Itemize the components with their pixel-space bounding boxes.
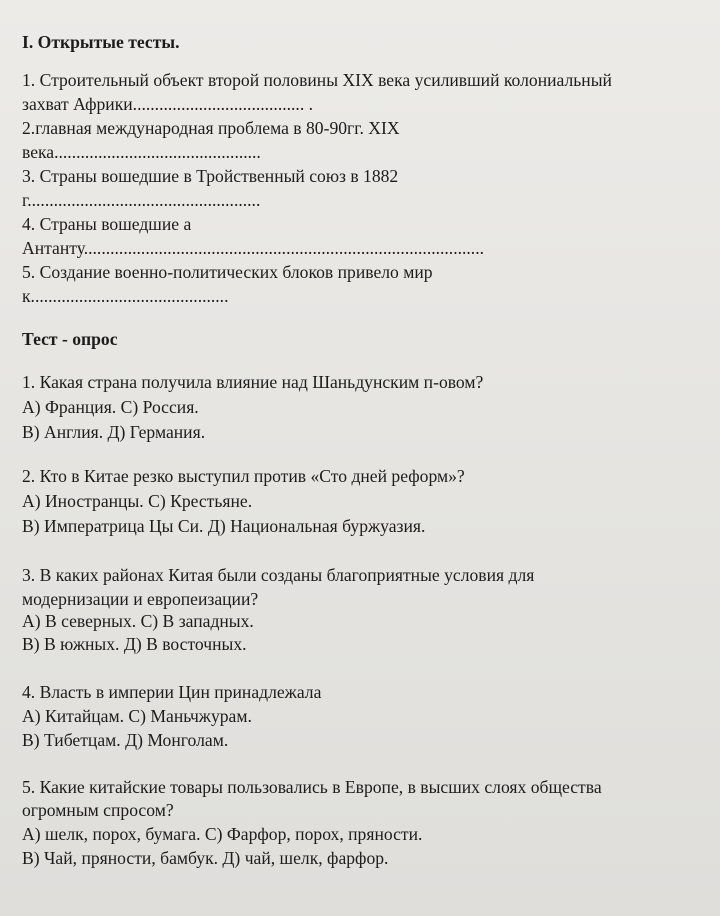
quiz-question-3: 3. В каких районах Китая были созданы благоприятные условия для [22, 565, 535, 585]
open-test-line: г..................................................... [22, 190, 261, 210]
quiz-question-1: 1. Какая страна получила влияние над Шаньдунским п-овом? [22, 372, 484, 392]
open-test-line: 5. Создание военно-политических блоков привело мир [22, 262, 433, 282]
quiz-question-3-continued: модернизации и европеизации? [22, 589, 259, 609]
quiz-option-line: А) Франция. С) Россия. [22, 397, 199, 417]
open-test-line: века............................................... [22, 142, 261, 162]
open-test-line: захват Африки....................................... . [22, 94, 314, 114]
quiz-option-line: В) Тибетцам. Д) Монголам. [22, 730, 229, 750]
quiz-option-line: А) Иностранцы. С) Крестьяне. [22, 491, 253, 511]
section-heading-quiz: Тест - опрос [22, 329, 118, 349]
open-test-line: 2.главная международная проблема в 80-90гг. XIX [22, 118, 400, 138]
quiz-option-line: В) Чай, пряности, бамбук. Д) чай, шелк, фарфор. [22, 848, 389, 868]
open-test-line: Антанту........................................................................................... [22, 238, 484, 258]
section-heading-open-tests: I. Открытые тесты. [22, 32, 180, 52]
open-test-line: 3. Страны вошедшие в Тройственный союз в 1882 [22, 166, 399, 186]
open-test-line: к............................................. [22, 286, 229, 306]
quiz-option-line: А) Китайцам. С) Маньчжурам. [22, 706, 252, 726]
quiz-option-line: В) В южных. Д) В восточных. [22, 634, 247, 654]
open-test-line: 4. Страны вошедшие а [22, 214, 192, 234]
quiz-question-5-continued: огромным спросом? [22, 800, 174, 820]
test-sheet [22, 0, 720, 916]
quiz-question-2: 2. Кто в Китае резко выступил против «Сто дней реформ»? [22, 466, 465, 486]
quiz-option-line: В) Императрица Цы Си. Д) Национальная буржуазия. [22, 516, 426, 536]
quiz-question-5: 5. Какие китайские товары пользовались в Европе, в высших слоях общества [22, 777, 602, 797]
quiz-option-line: А) шелк, порох, бумага. С) Фарфор, порох, пряности. [22, 824, 423, 844]
open-test-line: 1. Строительный объект второй половины XIX века усиливший колониальный [22, 70, 612, 90]
quiz-question-4: 4. Власть в империи Цин принадлежала [22, 682, 322, 702]
quiz-option-line: В) Англия. Д) Германия. [22, 422, 206, 442]
quiz-option-line: А) В северных. С) В западных. [22, 611, 254, 631]
